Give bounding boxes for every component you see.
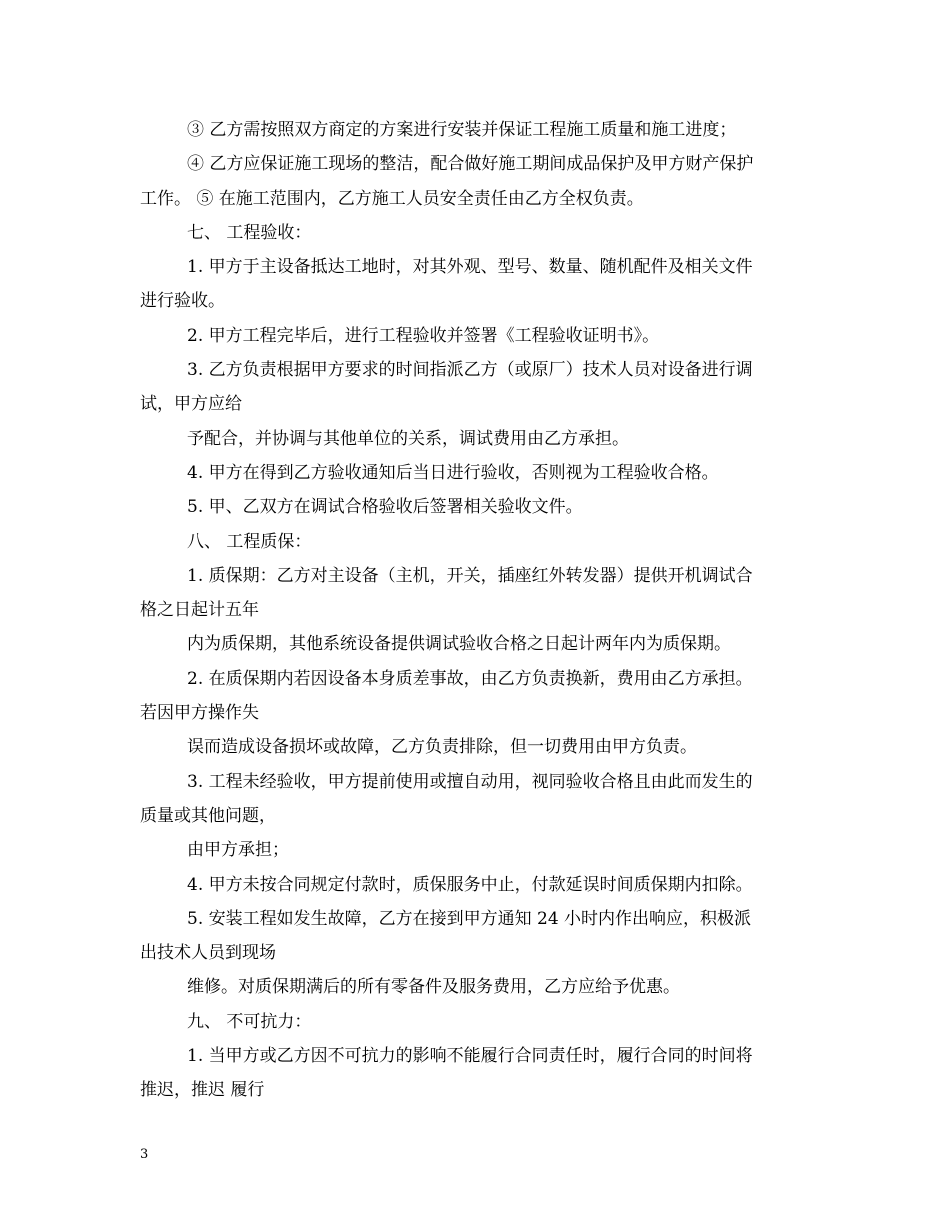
text-line: 出技术人员到现场 — [140, 943, 276, 964]
text-line: 试，甲方应给 — [140, 394, 242, 415]
text-line: 予配合，并协调与其他单位的关系，调试费用由乙方承担。 — [187, 428, 629, 449]
text-line: 4. 甲方未按合同规定付款时，质保服务中止，付款延误时间质保期内扣除。 — [187, 874, 753, 895]
text-line: 3. 工程未经验收，甲方提前使用或擅自动用，视同验收合格且由此而发生的 — [187, 771, 753, 792]
text-line: 格之日起计五年 — [140, 600, 259, 621]
text-line: 3. 乙方负责根据甲方要求的时间指派乙方（或原厂）技术人员对设备进行调 — [187, 360, 753, 381]
text-line: 由甲方承担； — [187, 840, 289, 861]
text-line: 维修。对质保期满后的所有零备件及服务费用，乙方应给予优惠。 — [187, 977, 680, 998]
text-line: 4. 甲方在得到乙方验收通知后当日进行验收，否则视为工程验收合格。 — [187, 462, 719, 483]
text-line: 1. 质保期：乙方对主设备（主机，开关，插座红外转发器）提供开机调试合 — [187, 565, 753, 586]
text-line: 推迟，推迟 履行 — [140, 1080, 265, 1101]
text-line: ④ 乙方应保证施工现场的整洁，配合做好施工期间成品保护及甲方财产保护 — [187, 154, 754, 175]
text-line: ③ 乙方需按照双方商定的方案进行安装并保证工程施工质量和施工进度； — [187, 120, 737, 140]
text-line: 2. 在质保期内若因设备本身质差事故，由乙方负责换新，费用由乙方承担。 — [187, 668, 753, 689]
text-line: 2. 甲方工程完毕后，进行工程验收并签署《工程验收证明书》。 — [187, 325, 660, 346]
text-line: 1. 甲方于主设备抵达工地时，对其外观、型号、数量、随机配件及相关文件 — [187, 257, 753, 278]
section-heading: 七、 工程验收： — [187, 222, 312, 243]
text-line: 内为质保期，其他系统设备提供调试验收合格之日起计两年内为质保期。 — [187, 634, 731, 655]
text-line: 误而造成设备损坏或故障，乙方负责排除，但一切费用由甲方负责。 — [187, 737, 697, 758]
text-line: 进行验收。 — [140, 291, 225, 312]
text-line: 5. 甲、乙双方在调试合格验收后签署相关验收文件。 — [187, 497, 583, 518]
section-heading: 八、 工程质保： — [187, 531, 312, 552]
text-line: 1. 当甲方或乙方因不可抗力的影响不能履行合同责任时，履行合同的时间将 — [187, 1046, 753, 1067]
text-line: 工作。 ⑤ 在施工范围内，乙方施工人员安全责任由乙方全权负责。 — [140, 188, 644, 209]
document-body — [140, 113, 820, 1108]
section-heading: 九、 不可抗力： — [187, 1011, 312, 1032]
text-line: 5. 安装工程如发生故障，乙方在接到甲方通知 24 小时内作出响应，积极派 — [187, 908, 752, 929]
text-line: 质量或其他问题， — [140, 805, 276, 826]
text-line: 若因甲方操作失 — [140, 703, 259, 724]
page-number: 3 — [140, 1147, 149, 1162]
